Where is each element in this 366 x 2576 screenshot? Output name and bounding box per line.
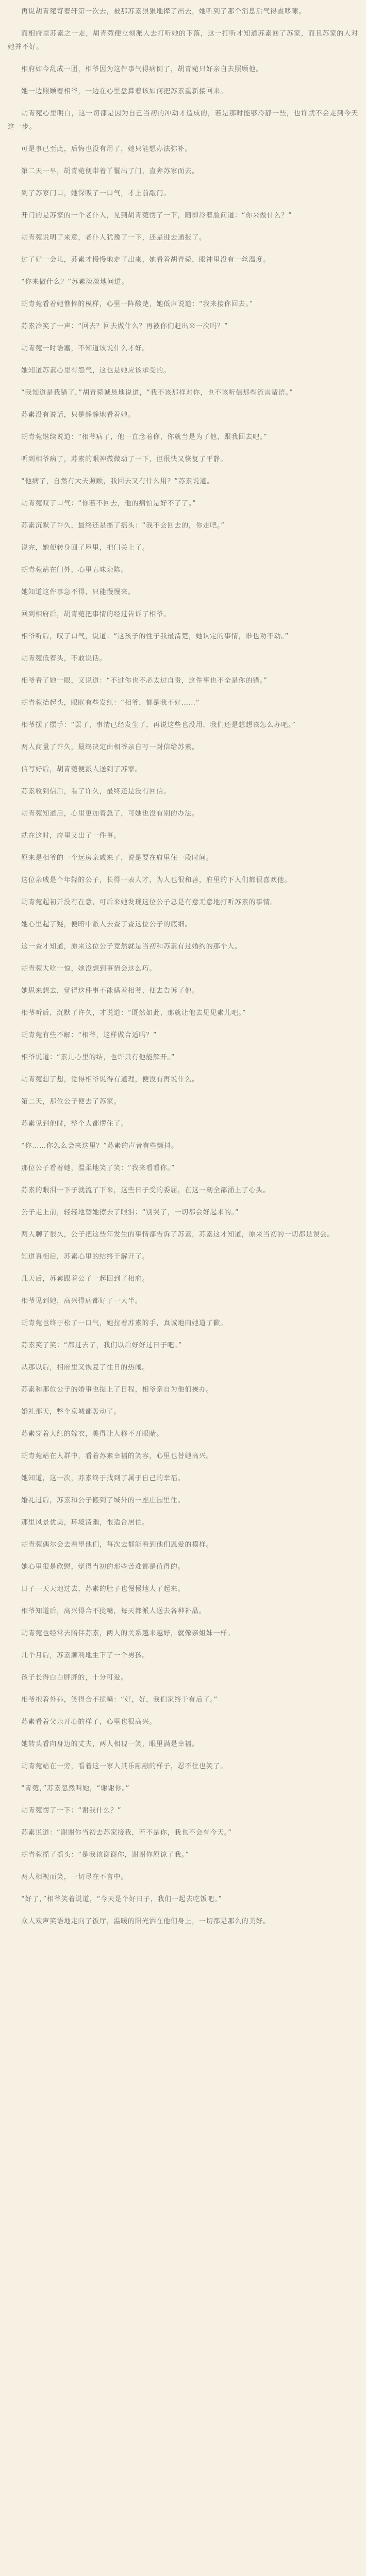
paragraph: “我知道是我错了，”胡青菀诚恳地说道，“我不该那样对你，也不该听信那些流言蜚语。”	[21, 389, 293, 397]
paragraph: 苏素穿着大红的嫁衣，美得让人移不开眼睛。	[21, 1430, 164, 1438]
story-text	[8, 5, 358, 1937]
paragraph: 开门的是苏家的一个老仆人，见到胡青菀愣了一下，随即冷着脸问道：“你来做什么？”	[21, 212, 292, 219]
paragraph: 这位亲戚是个年轻的公子，长得一表人才，为人也很和善，府里的下人们都很喜欢他。	[21, 876, 292, 884]
paragraph: 几个月后，苏素顺利地生下了一个男孩。	[21, 1652, 149, 1659]
paragraph: 原来是相爷的一个远房亲戚来了，说是要在府里住一段时间。	[21, 854, 213, 862]
paragraph: 相爷听后，叹了口气，说道：“这孩子的性子我最清楚，她认定的事情，谁也劝不动。”	[21, 633, 289, 640]
paragraph: 她心里起了疑，便暗中派人去查了查这位公子的底细。	[21, 921, 192, 928]
paragraph: 几天后，苏素跟着公子一起回到了相府。	[21, 1275, 149, 1283]
paragraph: 相爷抱着外孙，笑得合不拢嘴：“好，好，我们家终于有后了。”	[21, 1696, 218, 1704]
paragraph: 她转头看向身边的丈夫，两人相视一笑，眼里满是幸福。	[21, 1740, 199, 1748]
paragraph: 相爷知道后，高兴得合不拢嘴，每天都派人送去各种补品。	[21, 1607, 206, 1615]
paragraph: 相府如今乱成一团，相爷因为这件事气得病倒了，胡青菀只好亲自去照顾他。	[21, 65, 263, 73]
paragraph: 日子一天天地过去，苏素的肚子也慢慢地大了起来。	[21, 1585, 185, 1593]
paragraph: 说完，她便转身回了屋里，把门关上了。	[21, 544, 149, 552]
paragraph: “好了，”相爷笑着说道，“今天是个好日子，我们一起去吃饭吧。”	[21, 1895, 222, 1903]
paragraph: 胡青菀有些不解：“相爷，这样做合适吗？”	[21, 1031, 157, 1039]
paragraph: 胡青菀大吃一惊，她没想到事情会这么巧。	[21, 965, 157, 973]
paragraph: “你来做什么？”苏素淡淡地问道。	[21, 278, 129, 286]
paragraph: 胡青菀偶尔会去看望他们，每次去都能看到他们恩爱的模样。	[21, 1541, 213, 1549]
paragraph: 胡青菀也经常去陪伴苏素，两人的关系越来越好，就像亲姐妹一样。	[21, 1630, 235, 1637]
paragraph: 众人欢声笑语地走向了饭厅，温暖的阳光洒在他们身上，一切都是那么的美好。	[21, 1918, 271, 1925]
paragraph: 苏素收到信后，看了许久，最终还是没有回信。	[21, 788, 171, 795]
paragraph: 苏素和那位公子的婚事也提上了日程，相爷亲自为他们操办。	[21, 1386, 213, 1394]
paragraph: 再说胡青菀寄着轩第一次去，被那苏素狠狠地撵了出去，她听到了那个消息后气得直哆嗦。	[21, 8, 306, 15]
paragraph: 胡青菀看着她憔悴的模样，心里一阵酸楚，她低声说道：“我来接你回去。”	[21, 300, 254, 308]
paragraph: 从那以后，相府里又恢复了往日的热闹。	[21, 1364, 149, 1371]
paragraph: “你……你怎么会来这里？”苏素的声音有些颤抖。	[21, 1142, 178, 1150]
paragraph: 苏素看着父亲开心的样子，心里也很高兴。	[21, 1718, 157, 1726]
paragraph: 胡青菀抬起头，眼眶有些发红：“相爷，都是我不好……”	[21, 699, 200, 707]
paragraph: 相爷摆了摆手：“罢了，事情已经发生了，再说这些也没用，我们还是想想该怎么办吧。”	[21, 721, 296, 729]
paragraph: 婚礼那天，整个京城都轰动了。	[21, 1408, 121, 1416]
paragraph: 孩子长得白白胖胖的，十分可爱。	[21, 1674, 128, 1682]
paragraph: 胡青菀知道后，心里更加着急了，可她也没有别的办法。	[21, 810, 199, 818]
paragraph: 这一查才知道，原来这位公子竟然就是当初和苏素有过婚约的那个人。	[21, 943, 242, 951]
paragraph: 她思来想去，觉得这件事不能瞒着相爷，便去告诉了他。	[21, 987, 199, 995]
paragraph: “他病了，自然有大夫照顾，我回去又有什么用？”苏素说道。	[21, 478, 214, 485]
paragraph: 她知道苏素心里有怨气，这也是她应该承受的。	[21, 367, 171, 375]
paragraph: 听到相爷病了，苏素的眼神微微动了一下，但很快又恢复了平静。	[21, 455, 228, 463]
paragraph: 过了好一会儿，苏素才慢慢地走了出来，她看着胡青菀，眼神里没有一丝温度。	[21, 256, 271, 264]
paragraph: 那位公子看着她，温柔地笑了笑：“我来看看你。”	[21, 1164, 175, 1172]
paragraph: 苏素没有说话，只是静静地看着她。	[21, 411, 135, 419]
paragraph: 苏素沉默了许久，最终还是摇了摇头：“我不会回去的，你走吧。”	[21, 522, 225, 530]
paragraph: 胡青菀一时语塞，不知道该说什么才好。	[21, 345, 149, 352]
paragraph: 就在这时，府里又出了一件事。	[21, 832, 121, 840]
paragraph: 苏素的眼泪一下子就流了下来，这些日子受的委屈，在这一刻全部涌上了心头。	[21, 1187, 271, 1194]
paragraph: 相爷说道：“素儿心里的结，也许只有他能解开。”	[21, 1054, 175, 1061]
paragraph: 胡青菀站在一旁，看着这一家人其乐融融的样子，忍不住也笑了。	[21, 1762, 228, 1770]
paragraph: 相爷见到她，高兴得病都好了一大半。	[21, 1297, 142, 1305]
paragraph: 胡青菀也终于松了一口气，她拉着苏素的手，真诚地向她道了歉。	[21, 1319, 228, 1327]
paragraph: 胡青菀说明了来意，老仆人犹豫了一下，还是进去通报了。	[21, 234, 206, 242]
paragraph: 可是事已至此，后悔也没有用了，她只能想办法弥补。	[21, 145, 192, 153]
paragraph: 回到相府后，胡青菀把事情的经过告诉了相爷。	[21, 611, 171, 618]
paragraph: 相爷听后，沉默了许久，才说道：“既然如此，那就让他去见见素儿吧。”	[21, 1009, 246, 1017]
paragraph: 第二天一早，胡青菀便带着丫鬟出了门，直奔苏家而去。	[21, 167, 199, 175]
paragraph: 胡青菀摇了摇头：“是我该谢谢你，谢谢你原谅了我。”	[21, 1851, 189, 1859]
paragraph: 她知道，这一次，苏素终于找到了属于自己的幸福。	[21, 1475, 185, 1482]
paragraph: 胡青菀心里明白，这一切都是因为自己当初的冲动才造成的，若是那时能够冷静一些，也许就不会走到今天这一步。	[8, 110, 358, 131]
paragraph: 胡青菀低着头，不敢说话。	[21, 655, 107, 663]
paragraph: 胡青菀愣了一下：“谢我什么？”	[21, 1807, 122, 1815]
paragraph: 苏素见到他时，整个人都愣住了。	[21, 1120, 128, 1128]
paragraph: 胡青菀叹了口气：“你若不回去，他的病怕是好不了了。”	[21, 500, 196, 507]
paragraph: 那里风景优美，环境清幽，很适合居住。	[21, 1519, 149, 1527]
paragraph: 胡青菀起初并没有在意，可后来她发现这位公子总是有意无意地打听苏素的事情。	[21, 899, 277, 906]
paragraph: 胡青菀站在人群中，看着苏素幸福的笑容，心里也替她高兴。	[21, 1452, 213, 1460]
paragraph: “青菀，”苏素忽然叫她，“谢谢你。”	[21, 1785, 130, 1792]
paragraph: 相爷看了她一眼，又说道：“不过你也不必太过自责，这件事也不全是你的错。”	[21, 677, 268, 685]
paragraph: 苏素说道：“谢谢你当初去苏家接我，若不是你，我也不会有今天。”	[21, 1829, 232, 1837]
paragraph: 她心里很是欣慰，觉得当初的那些苦难都是值得的。	[21, 1563, 185, 1571]
paragraph: 苏素笑了笑：“都过去了，我们以后好好过日子吧。”	[21, 1342, 182, 1349]
paragraph: 婚礼过后，苏素和公子搬到了城外的一座庄园里住。	[21, 1497, 185, 1504]
paragraph: 她知道这件事急不得，只能慢慢来。	[21, 588, 135, 596]
paragraph: 信写好后，胡青菀便派人送到了苏家。	[21, 766, 142, 773]
paragraph: 知道真相后，苏素心里的结终于解开了。	[21, 1253, 149, 1261]
paragraph: 两人聊了很久，公子把这些年发生的事情都告诉了苏素，苏素这才知道，原来当初的一切都是误会。	[21, 1231, 335, 1239]
paragraph: 到了苏家门口，她深吸了一口气，才上前敲门。	[21, 190, 171, 197]
paragraph: 胡青菀继续说道：“相爷病了，他一直念着你，你就当是为了他，跟我回去吧。”	[21, 433, 268, 441]
paragraph: 她一边照顾着相爷，一边在心里盘算着该如何把苏素重新接回来。	[21, 88, 228, 95]
paragraph: 胡青菀站在门外，心里五味杂陈。	[21, 566, 128, 574]
paragraph: 而相府里苏素之一走，胡青菀便立刻派人去打听她的下落，这一打听才知道苏素回了苏家，而且苏家的人对她并不好。	[8, 30, 358, 51]
paragraph: 胡青菀想了想，觉得相爷说得有道理，便没有再说什么。	[21, 1076, 199, 1083]
paragraph: 两人商量了许久，最终决定由相爷亲自写一封信给苏素。	[21, 743, 199, 751]
paragraph: 苏素冷笑了一声：“回去？回去做什么？再被你们赶出来一次吗？”	[21, 323, 228, 330]
paragraph: 公子走上前，轻轻地替她擦去了眼泪：“别哭了，一切都会好起来的。”	[21, 1209, 239, 1216]
paragraph: 两人相视而笑，一切尽在不言中。	[21, 1873, 128, 1881]
paragraph: 第二天，那位公子便去了苏家。	[21, 1098, 121, 1106]
